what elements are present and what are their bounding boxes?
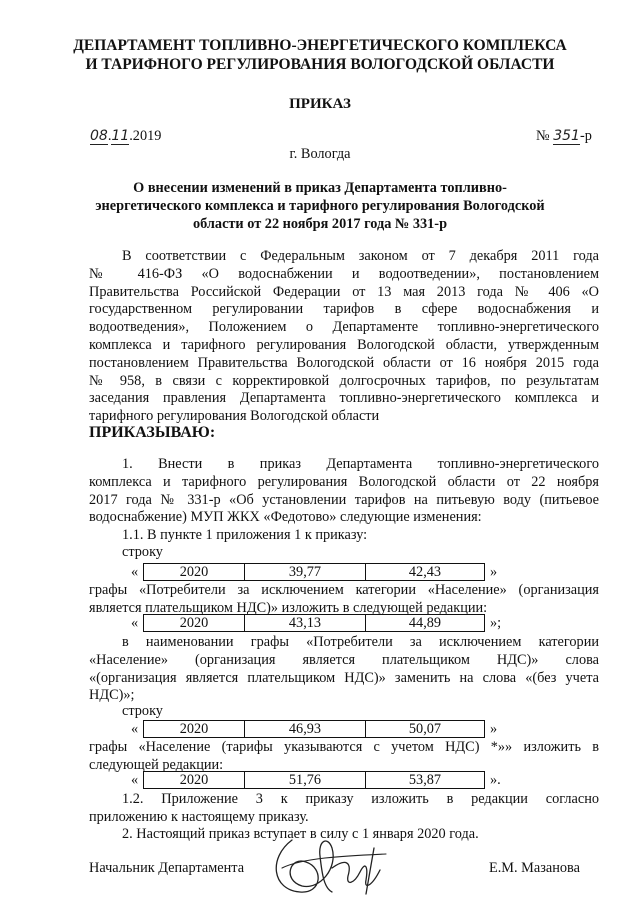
preamble-line: заседания правления Департамента топливно-энергетического комплекса и (89, 390, 599, 407)
row-year: 2020 (143, 563, 245, 581)
preamble-line: тарифного регулирования Вологодской области (89, 408, 380, 425)
signature-drawing (262, 828, 392, 900)
paragraph-a-line: графы «Потребители за исключением категории «Население» (организация (89, 582, 599, 598)
paragraph-c-line: следующей редакции: (89, 756, 224, 773)
row-value-1: 46,93 (244, 720, 366, 738)
row-year: 2020 (143, 614, 245, 632)
table-row (0, 771, 640, 789)
city: г. Вологда (289, 146, 351, 162)
order-word: ПРИКАЗЫВАЮ: (89, 424, 216, 441)
item-1-line: комплекса и тарифного регулирования Вологодской области от 22 ноября (89, 473, 599, 490)
item-1 (89, 456, 599, 527)
document-date: 08.11.2019 (90, 128, 162, 144)
signer-position: Начальник Департамента (89, 860, 245, 876)
open-quote: « (131, 615, 139, 631)
number-value: 351 (553, 128, 580, 144)
document-number (536, 128, 592, 146)
item-1-2 (89, 791, 599, 827)
item-1-2-line: 1.2. Приложение 3 к приказу изложить в редакции согласно (122, 791, 599, 807)
date-year: .2019 (129, 128, 162, 144)
signer-name: Е.М. Мазанова (489, 860, 580, 876)
preamble-line: № 416-ФЗ «О водоснабжении и водоотведении», постановлением (89, 265, 599, 282)
item-1-1: 1.1. В пункте 1 приложения 1 к приказу: (122, 527, 368, 543)
preamble-line: № 958, в связи с корректировкой долгосрочных тарифов, по результатам (89, 372, 599, 389)
preamble-line: водоотведения», Положением о Департаменте топливно-энергетического (89, 319, 599, 336)
number-sign: № (536, 128, 550, 144)
row-value-2: 53,87 (365, 771, 485, 789)
department-name-line-2: И ТАРИФНОГО РЕГУЛИРОВАНИЯ ВОЛОГОДСКОЙ ОБЛАСТИ (85, 56, 555, 73)
subject-line-3: области от 22 ноября 2017 года № 331-р (192, 216, 448, 232)
row-value-1: 39,77 (244, 563, 366, 581)
stroku-label-2: строку (122, 703, 163, 719)
paragraph-b-line: «Население» (организация является плательщиком НДС)» слова (89, 651, 599, 668)
open-quote: « (131, 721, 139, 737)
paragraph-c (89, 739, 599, 775)
open-quote: « (131, 772, 139, 788)
row-value-2: 42,43 (365, 563, 485, 581)
paragraph-a-line: является плательщиком НДС)» изложить в следующей редакции: (89, 599, 488, 616)
table-row (0, 720, 640, 738)
paragraph-a (89, 582, 599, 618)
preamble-line: В соответствии с Федеральным законом от 7 декабря 2011 года (122, 248, 599, 264)
row-year: 2020 (143, 771, 245, 789)
row-value-2: 50,07 (365, 720, 485, 738)
preamble-line: комплекса и тарифного регулирования Вологодской области, утвержденным (89, 336, 599, 353)
document-type: ПРИКАЗ (289, 96, 351, 112)
close-quote: » (490, 564, 498, 580)
item-2: 2. Настоящий приказ вступает в силу с 1 января 2020 года. (122, 826, 479, 842)
department-name-line-1: ДЕПАРТАМЕНТ ТОПЛИВНО-ЭНЕРГЕТИЧЕСКОГО КОМПЛЕКСА (73, 37, 567, 54)
date-month: 11 (111, 128, 130, 144)
preamble (89, 248, 599, 426)
row-value-1: 43,13 (244, 614, 366, 632)
paragraph-c-line: графы «Население (тарифы указываются с учетом НДС) *»» изложить в (89, 739, 599, 755)
item-1-2-line: приложению к настоящему приказу. (89, 808, 309, 825)
item-1-line: 1. Внести в приказ Департамента топливно-энергетического (122, 456, 599, 472)
paragraph-b-line: НДС)»; (89, 687, 135, 704)
stroku-label-1: строку (122, 544, 163, 560)
close-quote: »; (490, 615, 502, 631)
row-year: 2020 (143, 720, 245, 738)
paragraph-b-line: в наименовании графы «Потребители за исключением категории (122, 634, 599, 650)
subject-line-1: О внесении изменений в приказ Департамента топливно- (133, 180, 507, 196)
item-1-line: водоснабжение) МУП ЖКХ «Федотово» следующие изменения: (89, 509, 482, 526)
item-1-line: 2017 года № 331-р «Об установлении тарифов на питьевую воду (питьевое (89, 491, 599, 508)
subject-line-2: энергетического комплекса и тарифного регулирования Вологодской (95, 198, 545, 214)
preamble-line: постановлением Правительства Вологодской области от 16 ноября 2015 года (89, 354, 599, 371)
paragraph-b (89, 634, 599, 705)
preamble-line: Правительства Российской Федерации от 13 мая 2013 года № 406 «О (89, 283, 599, 300)
close-quote: » (490, 721, 498, 737)
paragraph-b-line: «(организация является плательщиком НДС)» заменить на слова «(без учета (89, 669, 599, 686)
handwritten-signature (262, 828, 392, 900)
open-quote: « (131, 564, 139, 580)
preamble-line: государственном регулировании тарифов в сфере водоснабжения и (89, 301, 599, 318)
date-day: 08 (90, 128, 108, 144)
table-row (0, 614, 640, 632)
row-value-2: 44,89 (365, 614, 485, 632)
row-value-1: 51,76 (244, 771, 366, 789)
number-suffix: -р (579, 128, 592, 144)
close-quote: ». (490, 772, 501, 788)
table-row (0, 563, 640, 581)
